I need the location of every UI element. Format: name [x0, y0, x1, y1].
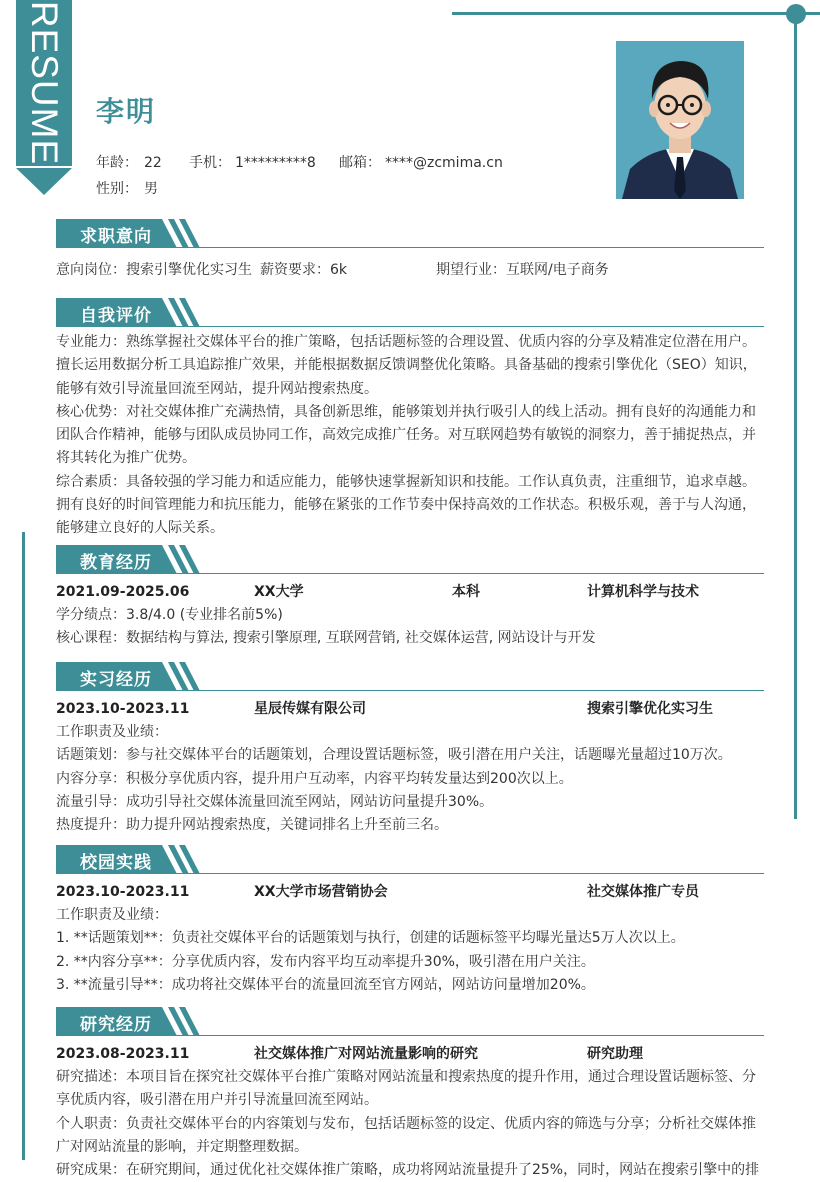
- internship-line: 热度提升：助力提升网站搜索热度，关键词排名上升至前三名。: [56, 817, 448, 834]
- top-decor-line: [452, 12, 820, 15]
- left-decor-line: [22, 532, 25, 1160]
- self-eval-line: 团队合作精神，能够与团队成员协同工作，高效完成推广任务。对互联网趋势有敏锐的洞察力，善于捕捉热点，并: [56, 427, 756, 444]
- section-title: 实习经历: [80, 670, 152, 690]
- heading-stripes-icon: [154, 219, 206, 248]
- heading-stripes-icon: [154, 545, 206, 574]
- campus-org: XX大学市场营销协会: [254, 884, 388, 900]
- internship-line: 流量引导：成功引导社交媒体流量回流至网站，网站访问量提升30%。: [56, 793, 494, 810]
- research-line: 研究描述：本项目旨在探究社交媒体平台推广策略对网站流量和搜索热度的提升作用，通过合理设置话题标签、分: [56, 1069, 756, 1085]
- internship-section: [56, 662, 764, 837]
- section-heading: [56, 545, 764, 575]
- intent-position: 意向岗位：搜索引擎优化实习生: [56, 262, 252, 278]
- candidate-name: 李明: [96, 95, 157, 128]
- self-eval-line: 专业能力：熟练掌握社交媒体平台的推广策略，包括话题标签的合理设置、优质内容的分享及精准定位潜在用户。: [56, 334, 756, 350]
- section-heading: [56, 1007, 764, 1037]
- internship-line: 话题策划：参与社交媒体平台的话题策划，合理设置话题标签，吸引潜在用户关注，话题曝光量超过10万次。: [56, 747, 732, 764]
- intent-salary: 薪资要求：6k: [260, 262, 348, 278]
- right-decor-line: [794, 14, 797, 819]
- section-heading: [56, 298, 764, 328]
- age-info: 年龄： 22: [96, 155, 162, 171]
- section-title: 自我评价: [80, 306, 152, 326]
- education-line: 学分绩点：3.8/4.0 (专业排名前5%): [56, 607, 283, 623]
- education-section: [56, 545, 764, 651]
- heading-stripes-icon: [154, 298, 206, 327]
- profile-photo: [616, 41, 744, 199]
- research-entry-header: [56, 1042, 764, 1066]
- research-line: 广对网站流量的影响，并定期整理数据。: [56, 1138, 308, 1155]
- research-line: 研究成果：在研究期间，通过优化社交媒体推广策略，成功将网站流量提升了25%，同时，网站在搜索引擎中的排: [56, 1162, 760, 1179]
- self-eval-line: 能够有效引导流量回流至网站，提升网站搜索热度。: [56, 380, 378, 397]
- research-section: [56, 1007, 764, 1182]
- research-line: 个人职责：负责社交媒体平台的内容策划与发布，包括话题标签的设定、优质内容的筛选与分享；分析社交媒体推: [56, 1115, 756, 1132]
- self-eval-line: 能够建立良好的人际关系。: [56, 520, 224, 537]
- job-intent-section: [56, 219, 764, 283]
- section-title: 校园实践: [80, 853, 152, 873]
- phone-info: 手机： 1*********8: [189, 155, 316, 171]
- section-heading: [56, 845, 764, 875]
- heading-stripes-icon: [154, 662, 206, 691]
- campus-role: 社交媒体推广专员: [587, 884, 699, 900]
- education-line: 核心课程：数据结构与算法, 搜索引擎原理, 互联网营销, 社交媒体运营, 网站设计与开发: [56, 630, 596, 647]
- self-evaluation-section: [56, 298, 764, 541]
- internship-entry-header: [56, 697, 764, 721]
- research-role: 研究助理: [587, 1046, 643, 1062]
- campus-date: 2023.10-2023.11: [56, 884, 190, 900]
- research-project: 社交媒体推广对网站流量影响的研究: [254, 1046, 478, 1062]
- self-eval-line: 综合素质：具备较强的学习能力和适应能力，能够快速掌握新知识和技能。工作认真负责，注重细节，追求卓越。: [56, 473, 756, 490]
- campus-line: 工作职责及业绩：: [56, 907, 168, 923]
- education-school: XX大学: [254, 584, 304, 600]
- section-title: 研究经历: [80, 1015, 152, 1035]
- self-eval-line: 将其转化为推广优势。: [56, 450, 196, 467]
- section-heading: [56, 662, 764, 692]
- campus-line: 3. **流量引导**：成功将社交媒体平台的流量回流至官方网站，网站访问量增加20%。: [56, 976, 595, 993]
- education-entry-header: [56, 580, 764, 604]
- campus-line: 2. **内容分享**：分享优质内容，发布内容平均互动率提升30%，吸引潜在用户关注。: [56, 953, 595, 970]
- internship-role: 搜索引擎优化实习生: [587, 701, 713, 717]
- education-degree: 本科: [452, 584, 480, 600]
- campus-practice-section: [56, 845, 764, 997]
- research-date: 2023.08-2023.11: [56, 1046, 190, 1062]
- section-heading: [56, 219, 764, 249]
- internship-line: 工作职责及业绩：: [56, 724, 168, 740]
- campus-line: 1. **话题策划**：负责社交媒体平台的话题策划与执行，创建的话题标签平均曝光量达5万人次以上。: [56, 930, 685, 947]
- self-eval-line: 核心优势：对社交媒体推广充满热情，具备创新思维，能够策划并执行吸引人的线上活动。拥有良好的沟通能力和: [56, 403, 756, 420]
- internship-company: 星辰传媒有限公司: [254, 701, 366, 717]
- email-info: 邮箱： ****@zcmima.cn: [339, 155, 503, 171]
- research-line: 享优质内容，吸引潜在用户并引导流量回流至网站。: [56, 1092, 378, 1109]
- resume-ribbon-text: RESUME: [24, 0, 65, 165]
- intent-industry: 期望行业：互联网/电子商务: [436, 262, 609, 278]
- heading-stripes-icon: [154, 1007, 206, 1036]
- section-title: 教育经历: [80, 553, 152, 573]
- education-major: 计算机科学与技术: [587, 584, 699, 600]
- campus-entry-header: [56, 880, 764, 904]
- section-title: 求职意向: [80, 227, 152, 247]
- education-date: 2021.09-2025.06: [56, 584, 190, 600]
- internship-date: 2023.10-2023.11: [56, 701, 190, 717]
- internship-line: 内容分享：积极分享优质内容，提升用户互动率，内容平均转发量达到200次以上。: [56, 770, 573, 787]
- self-eval-line: 拥有良好的时间管理能力和抗压能力，能够在紧张的工作节奏中保持高效的工作状态。积极乐观，善于与人沟通，: [56, 497, 756, 514]
- self-eval-line: 擅长运用数据分析工具追踪推广效果，并能根据数据反馈调整优化策略。具备基础的搜索引擎优化（SEO）知识，: [56, 357, 757, 374]
- gender-info: 性别： 男: [96, 181, 158, 197]
- heading-stripes-icon: [154, 845, 206, 874]
